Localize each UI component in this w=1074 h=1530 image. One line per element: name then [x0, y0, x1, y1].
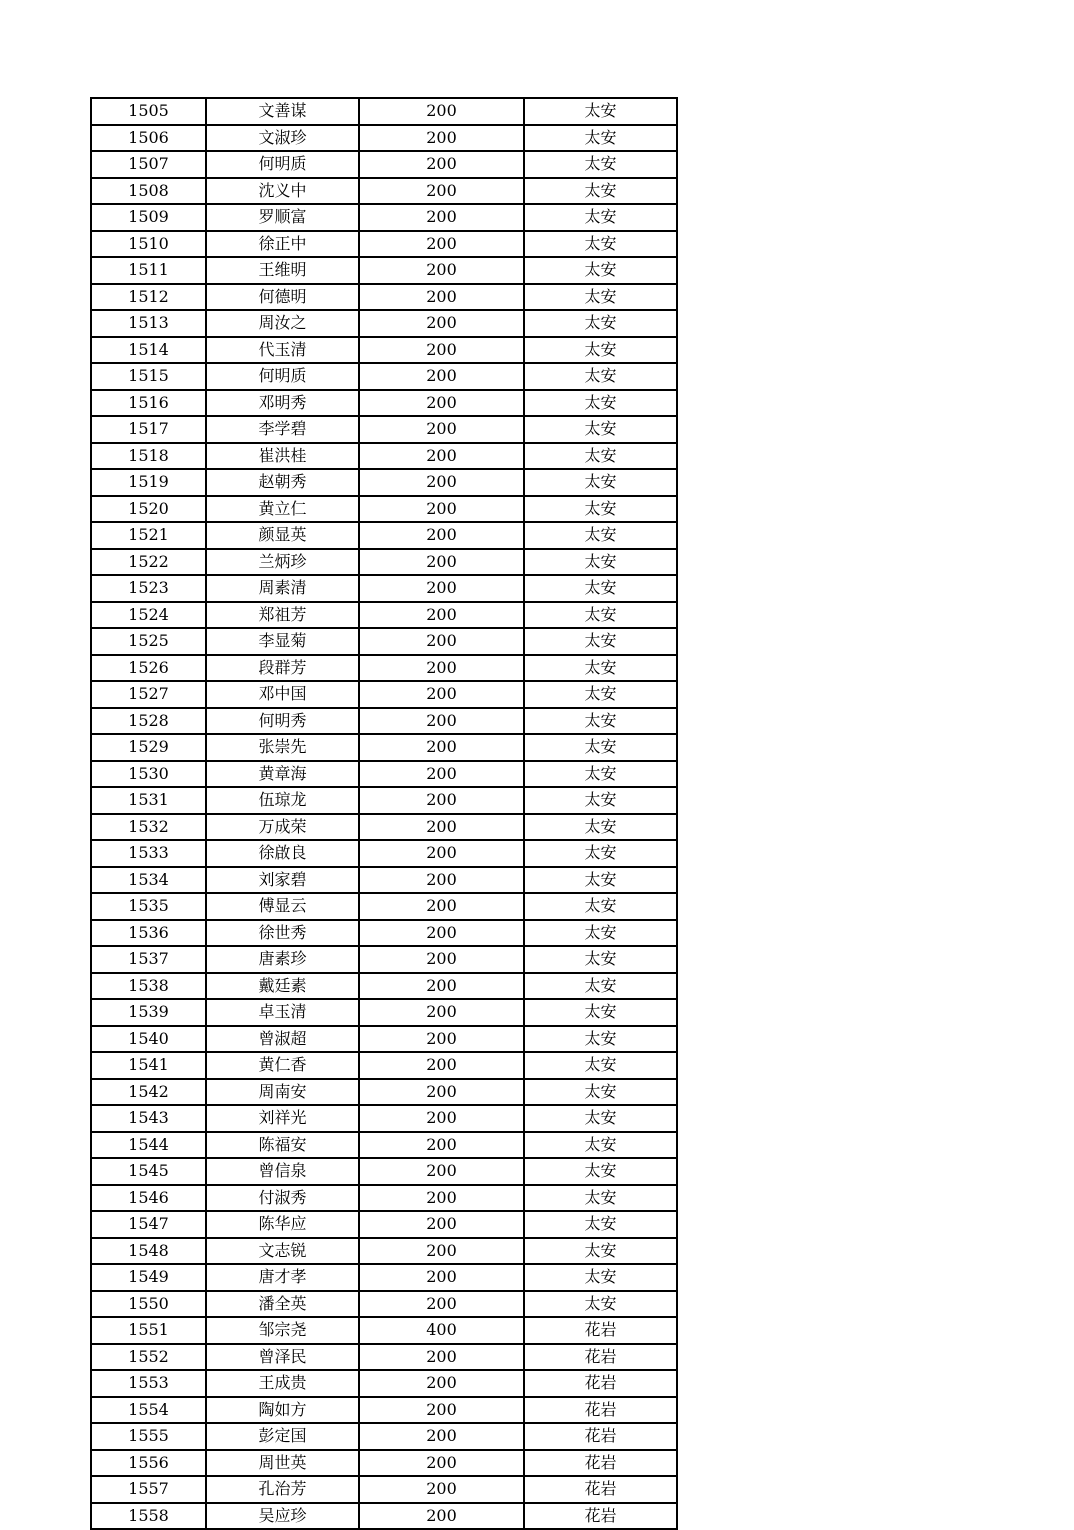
name-cell: 文淑珍	[206, 125, 359, 152]
location-cell: 太安	[524, 337, 677, 364]
row-id-cell: 1513	[91, 310, 206, 337]
table-row	[91, 1291, 677, 1318]
row-id-cell: 1552	[91, 1344, 206, 1371]
name-cell: 刘家碧	[206, 867, 359, 894]
row-id-cell: 1541	[91, 1052, 206, 1079]
name-cell: 兰炳珍	[206, 549, 359, 576]
row-id-cell: 1557	[91, 1476, 206, 1503]
amount-cell: 200	[359, 257, 524, 284]
location-cell: 太安	[524, 946, 677, 973]
name-cell: 沈义中	[206, 178, 359, 205]
location-cell: 太安	[524, 1052, 677, 1079]
table-body	[91, 98, 677, 1529]
location-cell: 太安	[524, 125, 677, 152]
table-row	[91, 1238, 677, 1265]
amount-cell: 200	[359, 443, 524, 470]
row-id-cell: 1536	[91, 920, 206, 947]
location-cell: 太安	[524, 840, 677, 867]
row-id-cell: 1525	[91, 628, 206, 655]
row-id-cell: 1555	[91, 1423, 206, 1450]
amount-cell: 200	[359, 787, 524, 814]
amount-cell: 200	[359, 681, 524, 708]
amount-cell: 200	[359, 1158, 524, 1185]
amount-cell: 200	[359, 628, 524, 655]
row-id-cell: 1508	[91, 178, 206, 205]
table-row	[91, 522, 677, 549]
row-id-cell: 1511	[91, 257, 206, 284]
name-cell: 何明质	[206, 151, 359, 178]
amount-cell: 200	[359, 390, 524, 417]
table-row	[91, 443, 677, 470]
table-row	[91, 390, 677, 417]
location-cell: 太安	[524, 1291, 677, 1318]
amount-cell: 200	[359, 840, 524, 867]
row-id-cell: 1544	[91, 1132, 206, 1159]
amount-cell: 200	[359, 1291, 524, 1318]
location-cell: 太安	[524, 204, 677, 231]
name-cell: 邹宗尧	[206, 1317, 359, 1344]
name-cell: 戴廷素	[206, 973, 359, 1000]
data-table	[90, 97, 678, 1530]
row-id-cell: 1535	[91, 893, 206, 920]
row-id-cell: 1523	[91, 575, 206, 602]
row-id-cell: 1553	[91, 1370, 206, 1397]
name-cell: 万成荣	[206, 814, 359, 841]
location-cell: 太安	[524, 1026, 677, 1053]
table-row	[91, 628, 677, 655]
table-row	[91, 1132, 677, 1159]
location-cell: 太安	[524, 761, 677, 788]
location-cell: 花岩	[524, 1503, 677, 1530]
amount-cell: 200	[359, 310, 524, 337]
table-row	[91, 1317, 677, 1344]
name-cell: 何德明	[206, 284, 359, 311]
table-row	[91, 708, 677, 735]
table-row	[91, 151, 677, 178]
name-cell: 黄章海	[206, 761, 359, 788]
name-cell: 崔洪桂	[206, 443, 359, 470]
location-cell: 花岩	[524, 1450, 677, 1477]
table-row	[91, 337, 677, 364]
table-row	[91, 893, 677, 920]
amount-cell: 200	[359, 708, 524, 735]
table-row	[91, 204, 677, 231]
amount-cell: 200	[359, 204, 524, 231]
name-cell: 张崇先	[206, 734, 359, 761]
table-row	[91, 840, 677, 867]
row-id-cell: 1531	[91, 787, 206, 814]
name-cell: 黄立仁	[206, 496, 359, 523]
table-row	[91, 920, 677, 947]
location-cell: 太安	[524, 708, 677, 735]
table-row	[91, 1450, 677, 1477]
table-row	[91, 1423, 677, 1450]
name-cell: 卓玉清	[206, 999, 359, 1026]
row-id-cell: 1548	[91, 1238, 206, 1265]
location-cell: 太安	[524, 787, 677, 814]
row-id-cell: 1526	[91, 655, 206, 682]
location-cell: 太安	[524, 469, 677, 496]
amount-cell: 200	[359, 231, 524, 258]
location-cell: 太安	[524, 628, 677, 655]
row-id-cell: 1556	[91, 1450, 206, 1477]
table-row	[91, 602, 677, 629]
location-cell: 太安	[524, 522, 677, 549]
table-row	[91, 575, 677, 602]
name-cell: 王维明	[206, 257, 359, 284]
name-cell: 黄仁香	[206, 1052, 359, 1079]
table-row	[91, 257, 677, 284]
amount-cell: 200	[359, 1211, 524, 1238]
name-cell: 邓中国	[206, 681, 359, 708]
amount-cell: 200	[359, 496, 524, 523]
amount-cell: 200	[359, 1264, 524, 1291]
location-cell: 太安	[524, 1105, 677, 1132]
row-id-cell: 1521	[91, 522, 206, 549]
name-cell: 文志锐	[206, 1238, 359, 1265]
row-id-cell: 1554	[91, 1397, 206, 1424]
table-row	[91, 1476, 677, 1503]
name-cell: 周素清	[206, 575, 359, 602]
name-cell: 吴应珍	[206, 1503, 359, 1530]
location-cell: 太安	[524, 1211, 677, 1238]
row-id-cell: 1542	[91, 1079, 206, 1106]
name-cell: 伍琼龙	[206, 787, 359, 814]
row-id-cell: 1522	[91, 549, 206, 576]
amount-cell: 200	[359, 151, 524, 178]
row-id-cell: 1550	[91, 1291, 206, 1318]
amount-cell: 200	[359, 1344, 524, 1371]
name-cell: 唐素珍	[206, 946, 359, 973]
table-row	[91, 1052, 677, 1079]
row-id-cell: 1539	[91, 999, 206, 1026]
location-cell: 太安	[524, 257, 677, 284]
table-row	[91, 1079, 677, 1106]
amount-cell: 200	[359, 893, 524, 920]
amount-cell: 200	[359, 920, 524, 947]
row-id-cell: 1512	[91, 284, 206, 311]
table-row	[91, 178, 677, 205]
row-id-cell: 1520	[91, 496, 206, 523]
location-cell: 花岩	[524, 1317, 677, 1344]
amount-cell: 400	[359, 1317, 524, 1344]
table-row	[91, 946, 677, 973]
amount-cell: 200	[359, 1238, 524, 1265]
location-cell: 太安	[524, 814, 677, 841]
row-id-cell: 1545	[91, 1158, 206, 1185]
table-row	[91, 1105, 677, 1132]
location-cell: 太安	[524, 867, 677, 894]
name-cell: 李学碧	[206, 416, 359, 443]
row-id-cell: 1540	[91, 1026, 206, 1053]
table-row	[91, 999, 677, 1026]
table-row	[91, 231, 677, 258]
name-cell: 何明质	[206, 363, 359, 390]
row-id-cell: 1551	[91, 1317, 206, 1344]
name-cell: 付淑秀	[206, 1185, 359, 1212]
table-row	[91, 469, 677, 496]
location-cell: 太安	[524, 310, 677, 337]
amount-cell: 200	[359, 655, 524, 682]
table-row	[91, 1026, 677, 1053]
name-cell: 周汝之	[206, 310, 359, 337]
amount-cell: 200	[359, 337, 524, 364]
location-cell: 太安	[524, 549, 677, 576]
row-id-cell: 1543	[91, 1105, 206, 1132]
name-cell: 曾信泉	[206, 1158, 359, 1185]
amount-cell: 200	[359, 602, 524, 629]
row-id-cell: 1547	[91, 1211, 206, 1238]
amount-cell: 200	[359, 1132, 524, 1159]
amount-cell: 200	[359, 1185, 524, 1212]
name-cell: 徐正中	[206, 231, 359, 258]
name-cell: 孔治芳	[206, 1476, 359, 1503]
row-id-cell: 1516	[91, 390, 206, 417]
row-id-cell: 1549	[91, 1264, 206, 1291]
table-row	[91, 1158, 677, 1185]
location-cell: 太安	[524, 973, 677, 1000]
table-row	[91, 1211, 677, 1238]
amount-cell: 200	[359, 1476, 524, 1503]
table-row	[91, 416, 677, 443]
row-id-cell: 1546	[91, 1185, 206, 1212]
location-cell: 太安	[524, 496, 677, 523]
table-row	[91, 734, 677, 761]
row-id-cell: 1537	[91, 946, 206, 973]
location-cell: 太安	[524, 734, 677, 761]
row-id-cell: 1519	[91, 469, 206, 496]
amount-cell: 200	[359, 125, 524, 152]
amount-cell: 200	[359, 973, 524, 1000]
row-id-cell: 1515	[91, 363, 206, 390]
table-row	[91, 973, 677, 1000]
name-cell: 周南安	[206, 1079, 359, 1106]
name-cell: 郑祖芳	[206, 602, 359, 629]
name-cell: 邓明秀	[206, 390, 359, 417]
location-cell: 太安	[524, 443, 677, 470]
name-cell: 王成贵	[206, 1370, 359, 1397]
location-cell: 太安	[524, 1264, 677, 1291]
location-cell: 太安	[524, 98, 677, 125]
table-row	[91, 761, 677, 788]
amount-cell: 200	[359, 469, 524, 496]
location-cell: 太安	[524, 416, 677, 443]
location-cell: 太安	[524, 1158, 677, 1185]
location-cell: 太安	[524, 920, 677, 947]
amount-cell: 200	[359, 178, 524, 205]
amount-cell: 200	[359, 1397, 524, 1424]
name-cell: 徐啟良	[206, 840, 359, 867]
table-row	[91, 814, 677, 841]
amount-cell: 200	[359, 549, 524, 576]
table-row	[91, 98, 677, 125]
row-id-cell: 1514	[91, 337, 206, 364]
name-cell: 陶如方	[206, 1397, 359, 1424]
amount-cell: 200	[359, 1370, 524, 1397]
table-row	[91, 125, 677, 152]
row-id-cell: 1530	[91, 761, 206, 788]
amount-cell: 200	[359, 1503, 524, 1530]
amount-cell: 200	[359, 98, 524, 125]
location-cell: 太安	[524, 231, 677, 258]
amount-cell: 200	[359, 867, 524, 894]
name-cell: 彭定国	[206, 1423, 359, 1450]
name-cell: 陈福安	[206, 1132, 359, 1159]
name-cell: 曾淑超	[206, 1026, 359, 1053]
location-cell: 花岩	[524, 1423, 677, 1450]
location-cell: 太安	[524, 151, 677, 178]
location-cell: 太安	[524, 681, 677, 708]
amount-cell: 200	[359, 761, 524, 788]
name-cell: 傅显云	[206, 893, 359, 920]
location-cell: 花岩	[524, 1397, 677, 1424]
location-cell: 太安	[524, 284, 677, 311]
row-id-cell: 1518	[91, 443, 206, 470]
row-id-cell: 1533	[91, 840, 206, 867]
location-cell: 太安	[524, 390, 677, 417]
location-cell: 太安	[524, 575, 677, 602]
amount-cell: 200	[359, 575, 524, 602]
table-row	[91, 1397, 677, 1424]
name-cell: 潘全英	[206, 1291, 359, 1318]
row-id-cell: 1534	[91, 867, 206, 894]
location-cell: 太安	[524, 893, 677, 920]
table-row	[91, 681, 677, 708]
location-cell: 太安	[524, 178, 677, 205]
name-cell: 李显菊	[206, 628, 359, 655]
amount-cell: 200	[359, 416, 524, 443]
name-cell: 代玉清	[206, 337, 359, 364]
row-id-cell: 1558	[91, 1503, 206, 1530]
location-cell: 太安	[524, 602, 677, 629]
name-cell: 赵朝秀	[206, 469, 359, 496]
table-row	[91, 284, 677, 311]
amount-cell: 200	[359, 1423, 524, 1450]
name-cell: 刘祥光	[206, 1105, 359, 1132]
location-cell: 太安	[524, 999, 677, 1026]
amount-cell: 200	[359, 999, 524, 1026]
amount-cell: 200	[359, 1026, 524, 1053]
amount-cell: 200	[359, 946, 524, 973]
amount-cell: 200	[359, 734, 524, 761]
row-id-cell: 1527	[91, 681, 206, 708]
table-row	[91, 655, 677, 682]
location-cell: 花岩	[524, 1370, 677, 1397]
row-id-cell: 1507	[91, 151, 206, 178]
table-row	[91, 549, 677, 576]
row-id-cell: 1510	[91, 231, 206, 258]
row-id-cell: 1506	[91, 125, 206, 152]
table-row	[91, 1185, 677, 1212]
amount-cell: 200	[359, 1079, 524, 1106]
location-cell: 太安	[524, 363, 677, 390]
row-id-cell: 1532	[91, 814, 206, 841]
table-row	[91, 363, 677, 390]
name-cell: 陈华应	[206, 1211, 359, 1238]
amount-cell: 200	[359, 284, 524, 311]
amount-cell: 200	[359, 1450, 524, 1477]
name-cell: 唐才孝	[206, 1264, 359, 1291]
row-id-cell: 1509	[91, 204, 206, 231]
row-id-cell: 1505	[91, 98, 206, 125]
table-row	[91, 787, 677, 814]
table-row	[91, 1370, 677, 1397]
name-cell: 段群芳	[206, 655, 359, 682]
name-cell: 颜显英	[206, 522, 359, 549]
location-cell: 太安	[524, 1185, 677, 1212]
location-cell: 花岩	[524, 1476, 677, 1503]
row-id-cell: 1517	[91, 416, 206, 443]
location-cell: 花岩	[524, 1344, 677, 1371]
location-cell: 太安	[524, 1132, 677, 1159]
table-row	[91, 496, 677, 523]
amount-cell: 200	[359, 363, 524, 390]
name-cell: 曾泽民	[206, 1344, 359, 1371]
table-row	[91, 1264, 677, 1291]
row-id-cell: 1538	[91, 973, 206, 1000]
name-cell: 文善谋	[206, 98, 359, 125]
table-row	[91, 1503, 677, 1530]
amount-cell: 200	[359, 522, 524, 549]
amount-cell: 200	[359, 1105, 524, 1132]
amount-cell: 200	[359, 1052, 524, 1079]
amount-cell: 200	[359, 814, 524, 841]
location-cell: 太安	[524, 1079, 677, 1106]
table-row	[91, 310, 677, 337]
table-row	[91, 1344, 677, 1371]
row-id-cell: 1524	[91, 602, 206, 629]
name-cell: 何明秀	[206, 708, 359, 735]
table-row	[91, 867, 677, 894]
location-cell: 太安	[524, 1238, 677, 1265]
row-id-cell: 1529	[91, 734, 206, 761]
row-id-cell: 1528	[91, 708, 206, 735]
name-cell: 周世英	[206, 1450, 359, 1477]
name-cell: 徐世秀	[206, 920, 359, 947]
name-cell: 罗顺富	[206, 204, 359, 231]
location-cell: 太安	[524, 655, 677, 682]
